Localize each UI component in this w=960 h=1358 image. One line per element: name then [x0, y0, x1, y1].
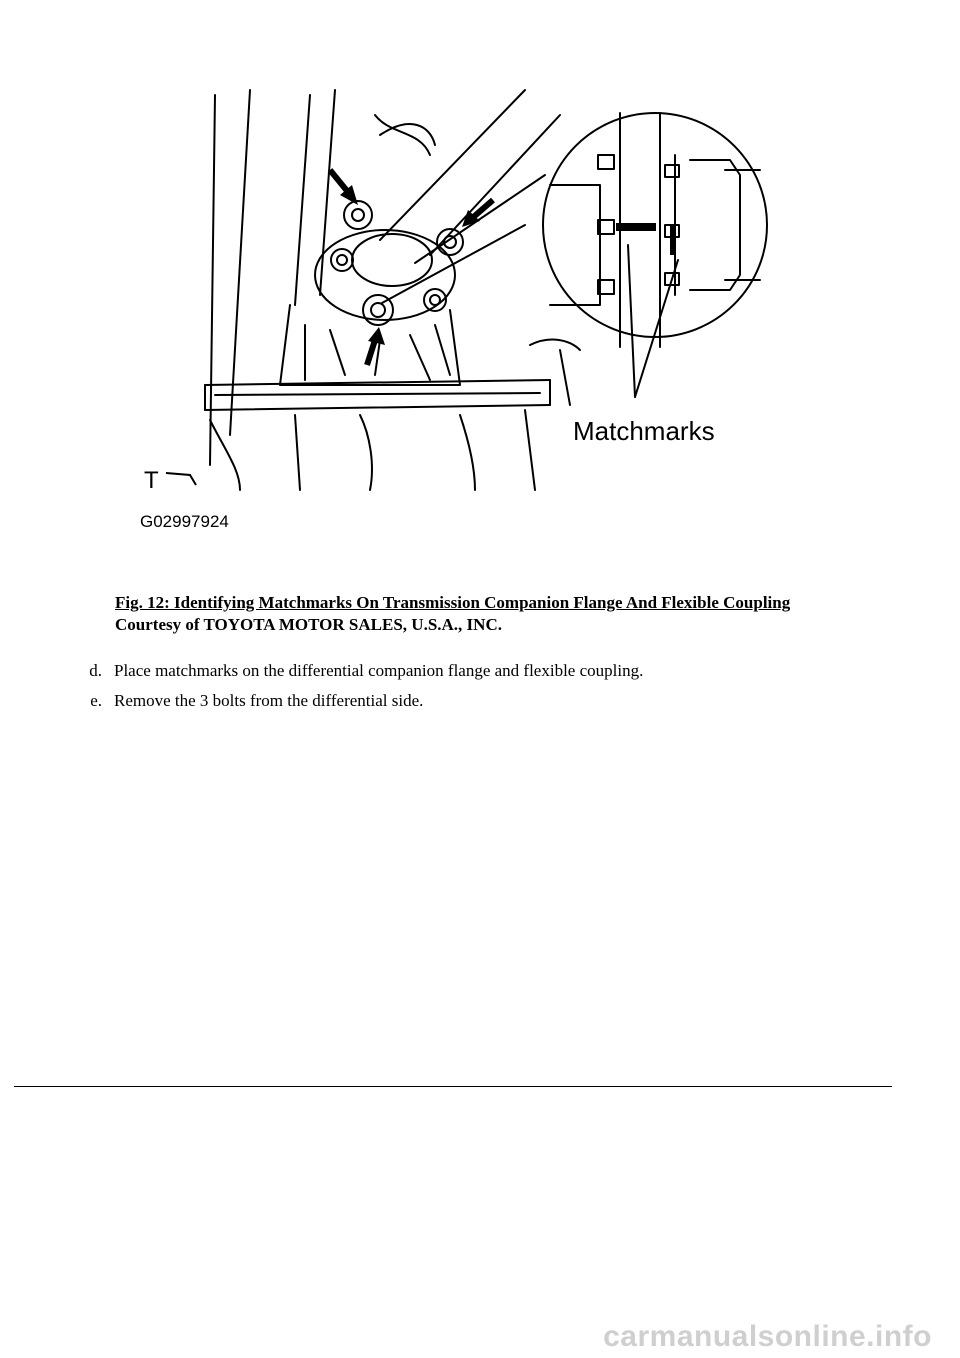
bolt	[331, 249, 353, 271]
step-marker: d.	[89, 661, 102, 680]
bolt	[344, 201, 372, 229]
direction-label: T	[144, 467, 159, 494]
caption-title[interactable]: Fig. 12: Identifying Matchmarks On Transmission Companion Flange And Flexible Coupling	[115, 593, 791, 612]
step-marker: e.	[90, 691, 102, 710]
matchmark	[670, 225, 676, 255]
arrow-icon	[330, 170, 358, 205]
matchmark	[616, 223, 656, 231]
step-text: Place matchmarks on the differential companion flange and flexible coupling.	[114, 661, 644, 680]
figure-id: G02997924	[140, 512, 229, 531]
caption-courtesy: Courtesy of TOYOTA MOTOR SALES, U.S.A., INC.	[115, 615, 502, 634]
page-divider	[14, 1086, 892, 1087]
figure-caption	[115, 592, 790, 636]
callout-label: Matchmarks	[573, 416, 715, 446]
drivetrain-illustration	[130, 75, 780, 545]
arrow-icon	[367, 327, 385, 365]
figure-illustration	[130, 75, 780, 545]
watermark: carmanualsonline.info	[603, 1320, 932, 1353]
step-text: Remove the 3 bolts from the differential side.	[114, 691, 424, 710]
